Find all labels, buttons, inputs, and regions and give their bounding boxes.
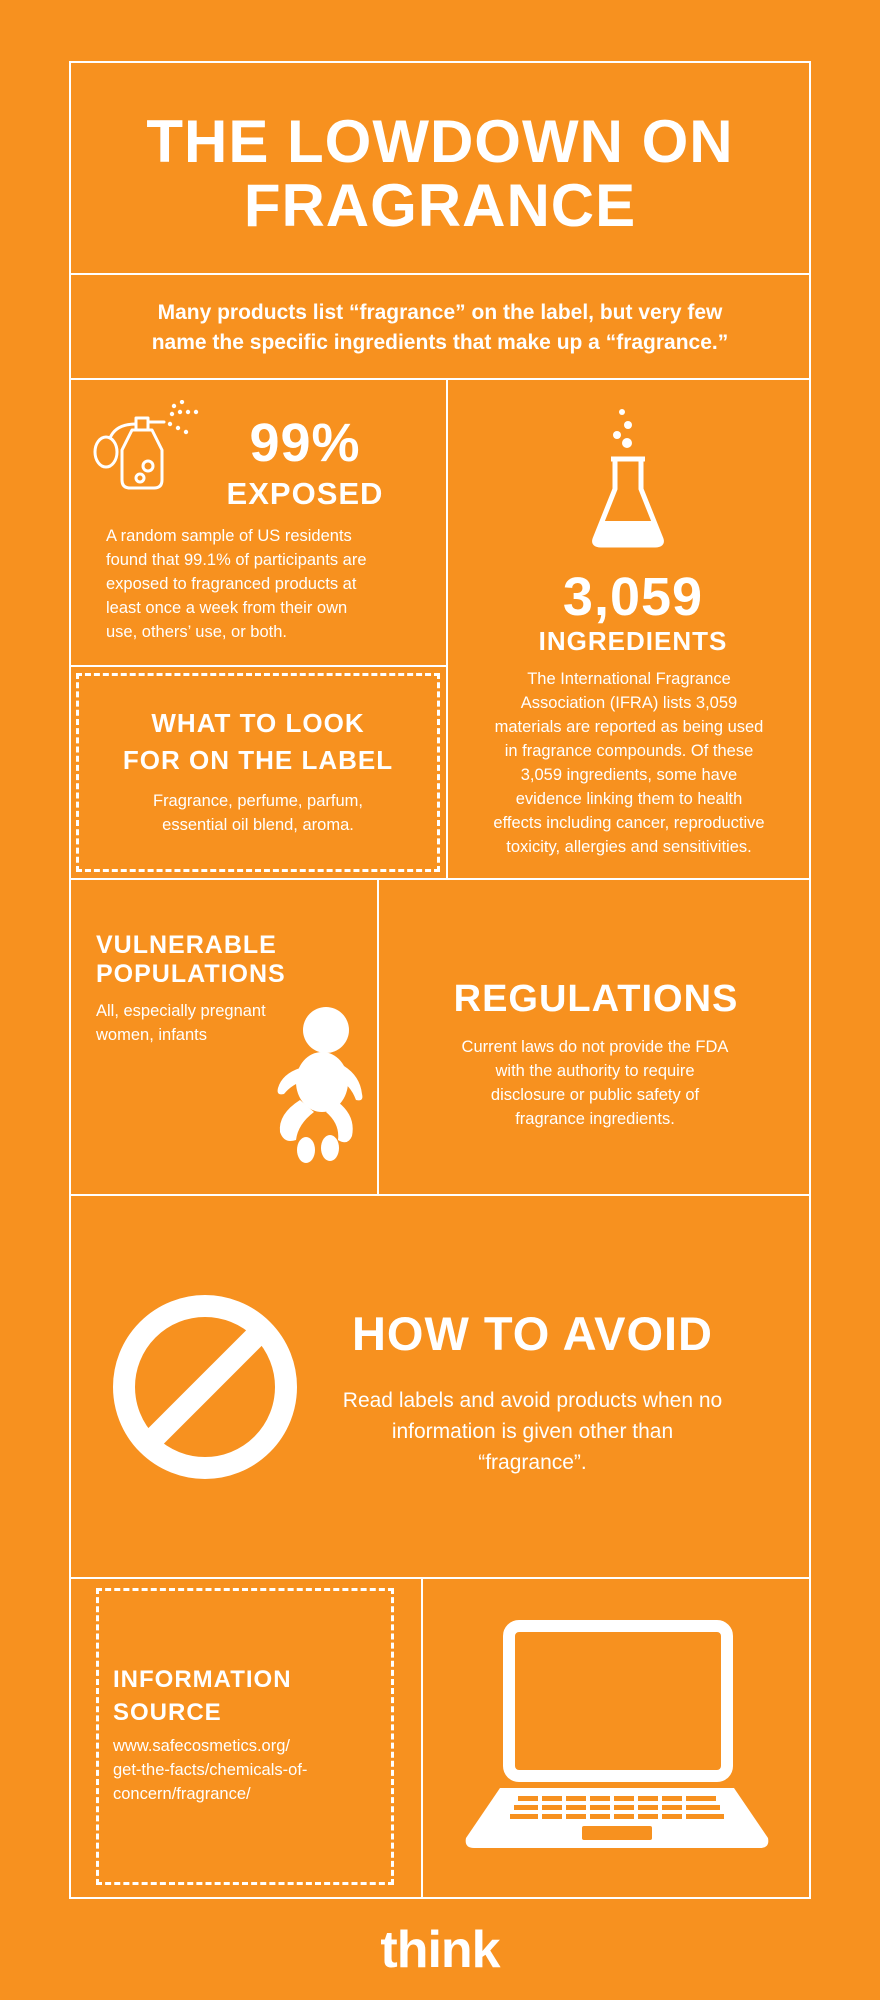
prohibited-icon xyxy=(110,1292,300,1482)
divider xyxy=(69,378,811,380)
heading-line: FOR ON THE LABEL xyxy=(122,745,394,775)
page-title xyxy=(69,110,811,238)
text-line: information is given other than xyxy=(391,1420,674,1443)
text-line: The International Fragrance xyxy=(527,670,731,688)
vulnerable-heading xyxy=(96,931,356,989)
text-line: Fragrance, perfume, parfum, xyxy=(152,792,363,810)
divider xyxy=(69,1194,811,1196)
avoid-heading: HOW TO AVOID xyxy=(351,1307,713,1360)
regulations-text xyxy=(414,1035,776,1131)
exposed-description xyxy=(106,524,426,644)
text-line: All, especially pregnant xyxy=(96,1002,266,1020)
avoid-text xyxy=(305,1385,760,1478)
think-logo: think xyxy=(380,1921,500,1979)
text-line[interactable]: get-the-facts/chemicals-of- xyxy=(113,1761,308,1779)
exposed-stat: 99% xyxy=(249,413,361,473)
source-heading xyxy=(113,1663,383,1729)
divider xyxy=(446,378,448,879)
heading-line: INFORMATION xyxy=(113,1666,292,1693)
title-line-1: THE LOWDOWN ON xyxy=(146,108,734,175)
text-line: essential oil blend, aroma. xyxy=(162,816,354,834)
label-lookout-heading xyxy=(86,705,430,779)
divider xyxy=(421,1577,423,1899)
divider xyxy=(69,273,811,275)
text-line: evidence linking them to health xyxy=(515,790,743,808)
text-line: toxicity, allergies and sensitivities. xyxy=(506,838,752,856)
label-lookout-text xyxy=(86,789,430,837)
text-line: Read labels and avoid products when no xyxy=(342,1389,723,1412)
intro-line-1: Many products list “fragrance” on the label, but very few xyxy=(157,301,723,324)
ingredients-description xyxy=(464,667,794,859)
heading-line: POPULATIONS xyxy=(96,960,286,988)
divider xyxy=(69,1577,811,1579)
text-line: A random sample of US residents xyxy=(106,527,352,545)
heading-line: WHAT TO LOOK xyxy=(151,708,365,738)
text-line: Association (IFRA) lists 3,059 xyxy=(520,694,738,712)
text-line[interactable]: concern/fragrance/ xyxy=(113,1785,251,1803)
text-line: “fragrance”. xyxy=(478,1451,587,1474)
regulations-heading: REGULATIONS xyxy=(453,978,739,1020)
laptop-icon xyxy=(462,1620,772,1856)
divider xyxy=(69,878,811,880)
heading-line: SOURCE xyxy=(113,1699,222,1726)
baby-icon xyxy=(272,1004,368,1164)
text-line: with the authority to require xyxy=(495,1062,695,1080)
text-line: effects including cancer, reproductive xyxy=(493,814,765,832)
text-line: 3,059 ingredients, some have xyxy=(520,766,738,784)
ingredients-stat: 3,059 xyxy=(562,567,704,627)
divider xyxy=(377,878,379,1195)
exposed-label: EXPOSED xyxy=(226,476,384,511)
text-line: in fragrance compounds. Of these xyxy=(504,742,754,760)
text-line: fragrance ingredients. xyxy=(515,1110,675,1128)
intro-text xyxy=(110,298,770,358)
text-line: disclosure or public safety of xyxy=(490,1086,700,1104)
text-line[interactable]: www.safecosmetics.org/ xyxy=(113,1737,290,1755)
intro-line-2: name the specific ingredients that make up a “fragrance.” xyxy=(151,331,729,354)
source-url[interactable] xyxy=(113,1734,383,1806)
title-line-2: FRAGRANCE xyxy=(243,172,637,239)
text-line: found that 99.1% of participants are xyxy=(106,551,367,569)
text-line: Current laws do not provide the FDA xyxy=(461,1038,729,1056)
divider xyxy=(69,665,447,667)
text-line: least once a week from their own xyxy=(106,599,348,617)
text-line: exposed to fragranced products at xyxy=(106,575,357,593)
text-line: women, infants xyxy=(96,1026,207,1044)
text-line: use, others’ use, or both. xyxy=(106,623,287,641)
heading-line: VULNERABLE xyxy=(96,931,277,959)
text-line: materials are reported as being used xyxy=(494,718,764,736)
ingredients-label: INGREDIENTS xyxy=(538,626,728,656)
flask-icon xyxy=(583,405,673,550)
